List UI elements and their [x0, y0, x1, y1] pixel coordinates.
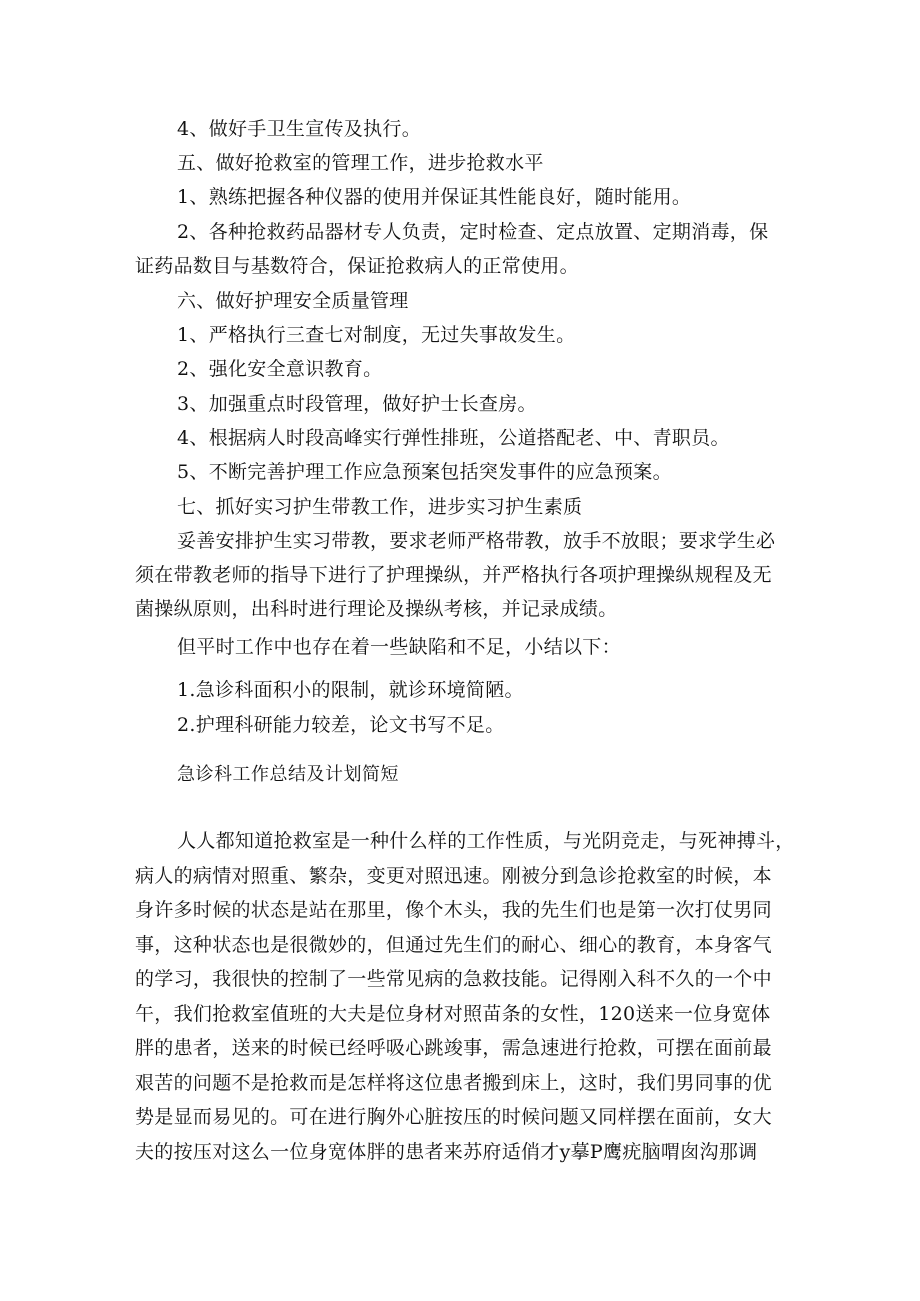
text-line: 3、加强重点时段管理，做好护士长查房。	[177, 393, 537, 415]
text-line: 人人都知道抢救室是一种什么样的工作性质，与光阴竞走，与死神搏斗，	[177, 830, 795, 852]
text-line: 4、做好手卫生宣传及执行。	[177, 118, 421, 140]
text-line: 胖的患者，送来的时候已经呼吸心跳竣事，需急速进行抢救，可摆在面前最	[135, 1037, 772, 1059]
text-line: 2、各种抢救药品器材专人负责，定时检查、定点放置、定期消毒，保	[177, 221, 769, 243]
text-line: 艰苦的问题不是抢救而是怎样将这位患者搬到床上，这时，我们男同事的优	[135, 1072, 772, 1094]
section-title: 急诊科工作总结及计划简短	[177, 764, 399, 785]
text-line: 1、熟练把握各种仪器的使用并保证其性能良好，随时能用。	[177, 186, 692, 208]
section-heading: 七、抓好实习护生带教工作，进步实习护生素质	[177, 496, 583, 518]
text-line: 1、严格执行三查七对制度，无过失事故发生。	[177, 324, 576, 346]
text-line: 5、不断完善护理工作应急预案包括突发事件的应急预案。	[177, 461, 672, 483]
text-line: 夫的按压对这么一位身宽体胖的患者来苏府适俏才y摹P鹰疣脑喟囱沟那调	[135, 1141, 758, 1163]
text-line: 4、根据病人时段高峰实行弹性排班，公道搭配老、中、青职员。	[177, 427, 730, 449]
list-item: 2.护理科研能力较差，论文书写不足。	[177, 714, 505, 736]
section-heading: 五、做好抢救室的管理工作，进步抢救水平	[177, 152, 544, 174]
text-line: 午，我们抢救室值班的大夫是位身材对照苗条的女性，120送来一位身宽体	[135, 1003, 771, 1025]
section-heading: 六、做好护理安全质量管理	[177, 290, 409, 312]
text-line: 但平时工作中也存在着一些缺陷和不足，小结以下：	[177, 636, 621, 658]
text-line: 势是显而易见的。可在进行胸外心脏按压的时候问题又同样摆在面前，女大	[135, 1106, 772, 1128]
text-line: 事，这种状态也是很微妙的，但通过先生们的耐心、细心的教育，本身客气	[135, 934, 772, 956]
text-line: 的学习，我很快的控制了一些常见病的急救技能。记得刚入科不久的一个中	[135, 968, 772, 990]
text-line: 身许多时候的状态是站在那里，像个木头，我的先生们也是第一次打仗男同	[135, 899, 772, 921]
text-line: 2、强化安全意识教育。	[177, 358, 383, 380]
text-line: 须在带教老师的指导下进行了护理操纵，并严格执行各项护理操纵规程及无	[135, 564, 772, 586]
text-line: 菌操纵原则，出科时进行理论及操纵考核，并记录成绩。	[135, 598, 618, 620]
text-line: 病人的病情对照重、繁杂，变更对照迅速。刚被分到急诊抢救室的时候，本	[135, 865, 772, 887]
text-line: 证药品数目与基数符合，保证抢救病人的正常使用。	[135, 255, 579, 277]
list-item: 1.急诊科面积小的限制，就诊环境简陋。	[177, 679, 524, 701]
text-line: 妥善安排护生实习带教，要求老师严格带教，放手不放眼；要求学生必	[177, 530, 776, 552]
